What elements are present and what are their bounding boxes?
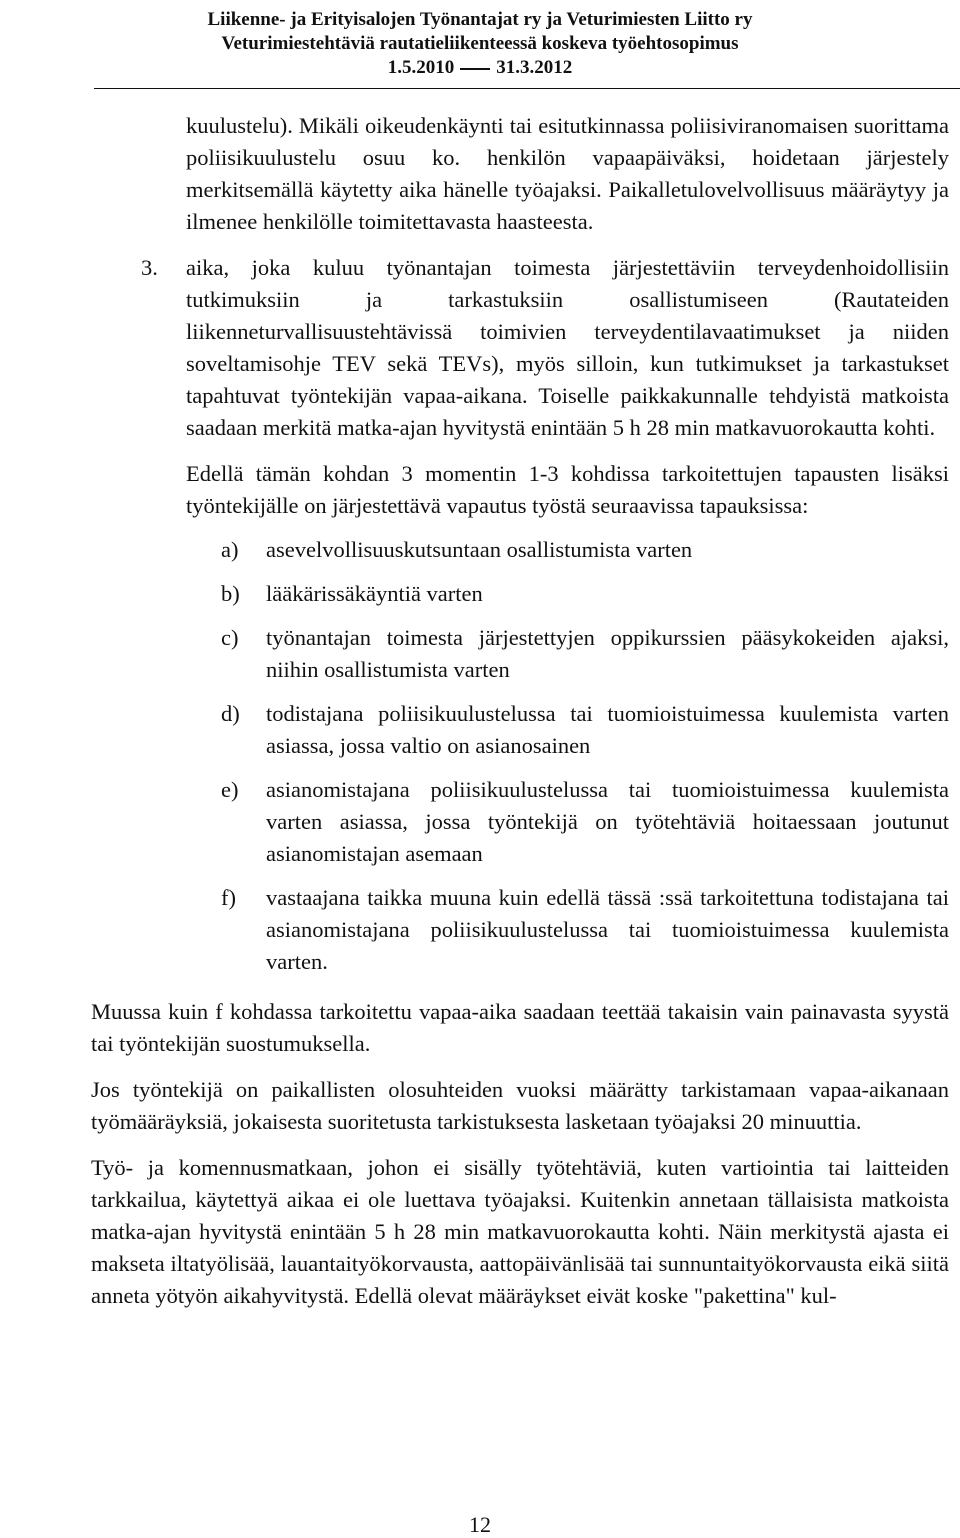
- list-item-label: c): [221, 625, 239, 650]
- validity-end-date: 31.3.2012: [496, 57, 573, 78]
- numbered-item-3: [141, 252, 949, 444]
- list-item-label: e): [221, 777, 239, 802]
- list-item: [221, 534, 949, 566]
- item-3-text: aika, joka kuluu työnantajan toimesta järjestettäviin terveydenhoidollisiin tutkimuksiin ja tarkastuksiin osallistumiseen (Rautateiden liikenneturvallisuustehtävissä toimivien terveydentilavaatimukset ja niiden soveltamisohje TEV sekä TEVs), myös silloin, kun tutkimukset ja tarkastukset tapahtuvat työntekijän vapaa-aikana. Toiselle paikkakunnalle tehdyistä matkoista saadaan merkitä matka-ajan hyvitystä enintään 5 h 28 min matkavuorokautta kohti.: [186, 255, 949, 440]
- list-item: [221, 622, 949, 686]
- item-number: 3.: [141, 255, 158, 280]
- paragraph-tyo: Työ- ja komennusmatkaan, johon ei sisälly työtehtäviä, kuten vartiointia tai laitteiden tarkkailua, käytettyä aikaa ei ole luettava työajaksi. Kuitenkin annetaan tällaisista matkoista matka-ajan hyvitystä enintään 5 h 28 min matkavuorokautta kohti. Näin merkitystä ajasta ei makseta iltatyölisää, lauantaityökorvausta, aattopäivänlisää tai sunnuntaityökorvausta eikä siitä anneta yötyön aikahyvitystä. Edellä olevat määräykset eivät koske "pakettina" kul-: [91, 1155, 949, 1308]
- list-item-text: vastaajana taikka muuna kuin edellä tässä :ssä tarkoitettuna todistajana tai asianomistajana poliisikuulustelussa tai tuomioistuimessa kuulemista varten.: [266, 885, 949, 974]
- header-rule: [94, 88, 960, 89]
- list-item-text: työnantajan toimesta järjestettyjen oppikurssien pääsykokeiden ajaksi, niihin osallistumista varten: [266, 625, 949, 682]
- header-validity-period: [0, 56, 960, 80]
- date-range-dash: [460, 68, 490, 70]
- document-body: [91, 110, 949, 1312]
- list-item-label: d): [221, 701, 240, 726]
- header-agreement-title: Veturimiestehtäviä rautatieliikenteessä koskeva työehtosopimus: [221, 33, 739, 54]
- list-item-text: todistajana poliisikuulustelussa tai tuomioistuimessa kuulemista varten asiassa, jossa valtio on asianosainen: [266, 701, 949, 758]
- paragraph-jos: Jos työntekijä on paikallisten olosuhteiden vuoksi määrätty tarkistamaan vapaa-aikanaan työmääräyksiä, jokaisesta suoritetusta tarkistuksesta lasketaan työajaksi 20 minuuttia.: [91, 1077, 949, 1134]
- page-header: [0, 8, 960, 80]
- header-parties: Liikenne- ja Erityisalojen Työnantajat ry ja Veturimiesten Liitto ry: [207, 9, 753, 30]
- validity-start-date: 1.5.2010: [387, 57, 455, 78]
- list-item-text: asianomistajana poliisikuulustelussa tai tuomioistuimessa kuulemista varten asiassa, jossa työntekijä on työtehtäviä hoitaessaan joutunut asianomistajan asemaan: [266, 777, 949, 866]
- list-item: [221, 882, 949, 978]
- paragraph-continuation: kuulustelu). Mikäli oikeudenkäynti tai esitutkinnassa poliisiviranomaisen suorittama poliisikuulustelu osuu ko. henkilön vapaapäiväksi, hoidetaan järjestely merkitsemällä käytetty aika hänelle työajaksi. Paikalletulovelvollisuus määräytyy ja ilmenee henkilölle toimitettavasta haasteesta.: [186, 113, 949, 234]
- list-item-label: a): [221, 537, 239, 562]
- list-item: [221, 774, 949, 870]
- list-item-text: asevelvollisuuskutsuntaan osallistumista varten: [266, 537, 693, 562]
- paragraph-muussa: Muussa kuin f kohdassa tarkoitettu vapaa-aika saadaan teettää takaisin vain painavasta syystä tai työntekijän suostumuksella.: [91, 999, 949, 1056]
- page-number: 12: [469, 1512, 491, 1537]
- list-item: [221, 698, 949, 762]
- exemption-list: [91, 534, 949, 978]
- list-item: [221, 578, 949, 610]
- paragraph-edella: Edellä tämän kohdan 3 momentin 1-3 kohdissa tarkoitettujen tapausten lisäksi työntekijälle on järjestettävä vapautus työstä seuraavissa tapauksissa:: [186, 461, 949, 518]
- list-item-text: lääkärissäkäyntiä varten: [266, 581, 483, 606]
- list-item-label: b): [221, 581, 240, 606]
- list-item-label: f): [221, 885, 236, 910]
